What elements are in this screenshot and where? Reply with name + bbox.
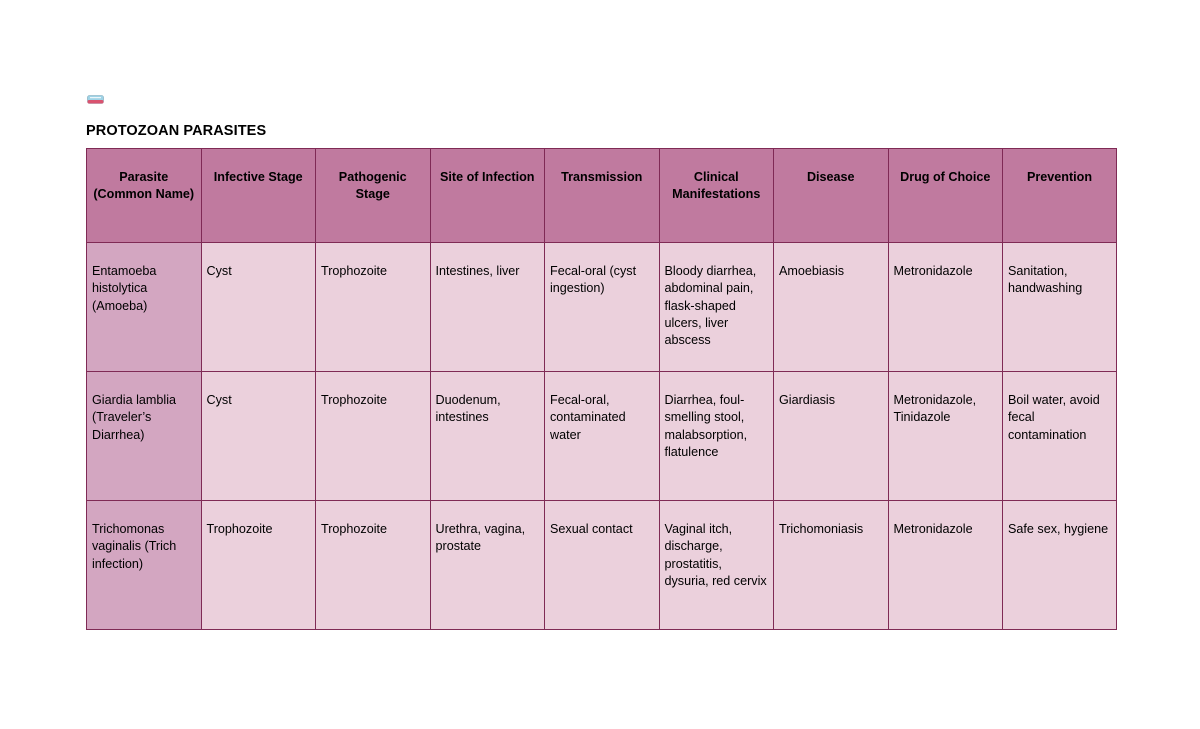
cell-parasite: Giardia lamblia (Traveler’s Diarrhea) (87, 372, 202, 501)
table-row (87, 501, 1117, 630)
table-row (87, 372, 1117, 501)
cell-infective-stage: Trophozoite (201, 501, 316, 630)
table-row (87, 243, 1117, 372)
cell-parasite: Entamoeba histolytica (Amoeba) (87, 243, 202, 372)
cell-drug-of-choice: Metronidazole (888, 243, 1003, 372)
column-header-disease: Disease (774, 149, 889, 243)
cell-transmission: Sexual contact (545, 501, 660, 630)
cell-parasite: Trichomonas vaginalis (Trich infection) (87, 501, 202, 630)
cell-pathogenic-stage: Trophozoite (316, 372, 431, 501)
column-header-drug-of-choice: Drug of Choice (888, 149, 1003, 243)
cell-pathogenic-stage: Trophozoite (316, 501, 431, 630)
cell-prevention: Sanitation, handwashing (1003, 243, 1117, 372)
page-title: PROTOZOAN PARASITES (86, 123, 267, 139)
cell-site-of-infection: Duodenum, intestines (430, 372, 545, 501)
column-header-site-of-infection: Site of Infection (430, 149, 545, 243)
cell-infective-stage: Cyst (201, 243, 316, 372)
cell-site-of-infection: Intestines, liver (430, 243, 545, 372)
cell-drug-of-choice: Metronidazole (888, 501, 1003, 630)
cell-clinical-manifestations: Diarrhea, foul-smelling stool, malabsorption, flatulence (659, 372, 774, 501)
cell-disease: Trichomoniasis (774, 501, 889, 630)
column-header-prevention: Prevention (1003, 149, 1117, 243)
protozoan-parasites-table (86, 148, 1117, 630)
cell-infective-stage: Cyst (201, 372, 316, 501)
cell-site-of-infection: Urethra, vagina, prostate (430, 501, 545, 630)
cell-transmission: Fecal-oral (cyst ingestion) (545, 243, 660, 372)
cell-prevention: Safe sex, hygiene (1003, 501, 1117, 630)
cell-pathogenic-stage: Trophozoite (316, 243, 431, 372)
cell-clinical-manifestations: Bloody diarrhea, abdominal pain, flask-shaped ulcers, liver abscess (659, 243, 774, 372)
table-header-row (87, 149, 1117, 243)
document-badge-icon (87, 95, 104, 104)
column-header-clinical-manifestations: Clinical Manifestations (659, 149, 774, 243)
cell-drug-of-choice: Metronidazole, Tinidazole (888, 372, 1003, 501)
column-header-transmission: Transmission (545, 149, 660, 243)
cell-transmission: Fecal-oral, contaminated water (545, 372, 660, 501)
column-header-infective-stage: Infective Stage (201, 149, 316, 243)
column-header-parasite: Parasite (Common Name) (87, 149, 202, 243)
cell-disease: Giardiasis (774, 372, 889, 501)
cell-clinical-manifestations: Vaginal itch, discharge, prostatitis, dysuria, red cervix (659, 501, 774, 630)
column-header-pathogenic-stage: Pathogenic Stage (316, 149, 431, 243)
cell-prevention: Boil water, avoid fecal contamination (1003, 372, 1117, 501)
cell-disease: Amoebiasis (774, 243, 889, 372)
